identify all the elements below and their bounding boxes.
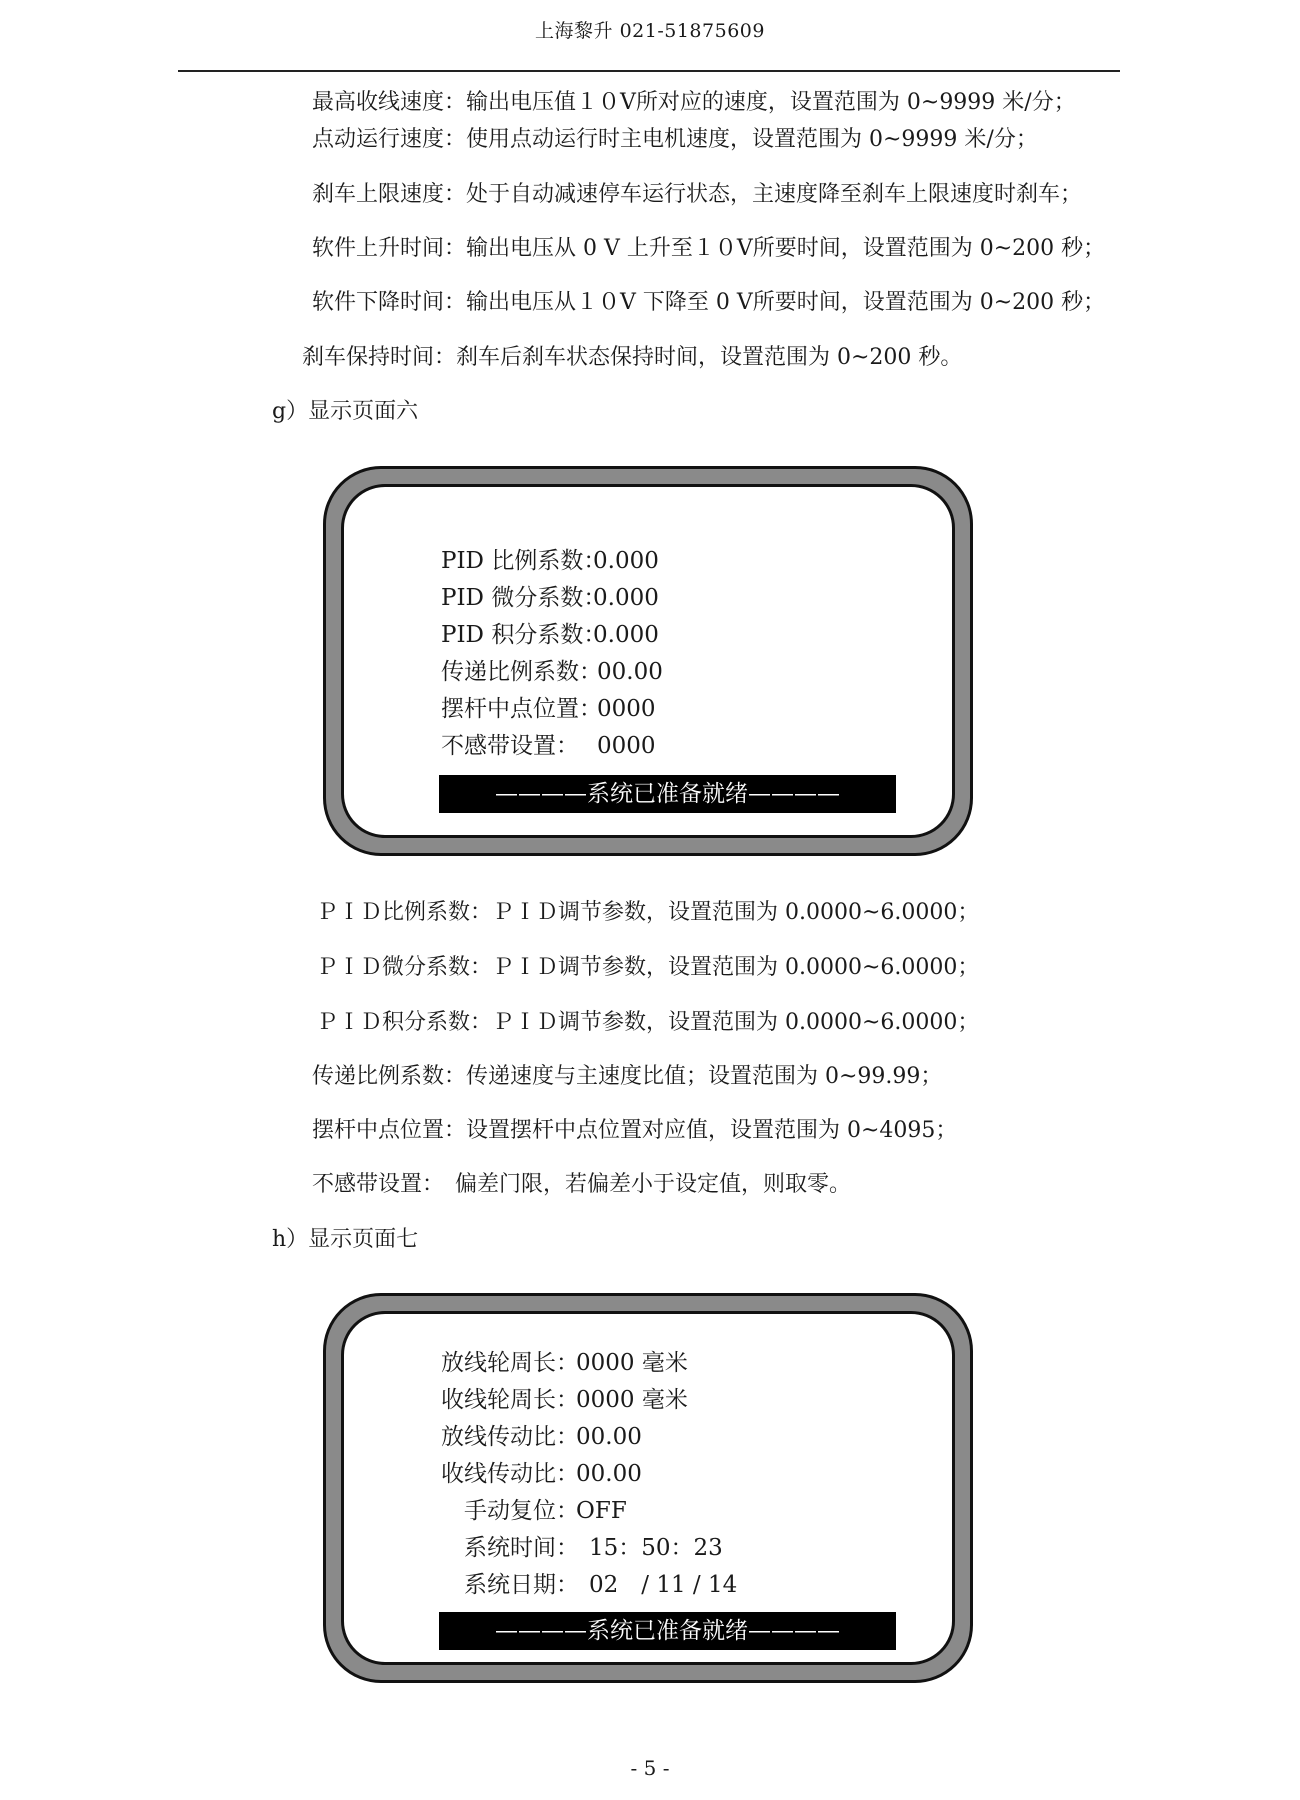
- screen-row-label: PID 微分系数：: [441, 585, 607, 611]
- screen-row-value: 15：50：23: [589, 1535, 723, 1561]
- screen-row-value: 0.000: [593, 622, 659, 648]
- screen-row-label: 收线传动比：: [441, 1461, 579, 1487]
- screen-row-value: 0.000: [593, 585, 659, 611]
- paragraph-max-winding-speed: 最高收线速度：输出电压值１０V所对应的速度，设置范围为 0~9999 米/分；: [312, 90, 1076, 115]
- status-bar: ————系统已准备就绪————: [439, 1612, 896, 1650]
- screen-row-value: 0.000: [593, 548, 659, 574]
- paragraph-brake-hold-time: 刹车保持时间：刹车后刹车状态保持时间，设置范围为 0~200 秒。: [302, 345, 963, 370]
- paragraph-pid-derivative: ＰＩＤ微分系数：ＰＩＤ调节参数，设置范围为 0.0000~6.0000；: [316, 955, 980, 980]
- header-divider: [178, 70, 1120, 72]
- section-heading-page-six: g）显示页面六: [272, 399, 419, 424]
- screen-row-value: 0000 毫米: [576, 1387, 688, 1413]
- screen-row-value: OFF: [576, 1498, 627, 1524]
- paragraph-brake-upper-speed: 刹车上限速度：处于自动减速停车运行状态，主速度降至刹车上限速度时刹车；: [312, 182, 1083, 207]
- status-bar: ————系统已准备就绪————: [439, 775, 896, 813]
- screen-row-value: 0000: [597, 733, 656, 759]
- screen-row-value: 0000: [597, 696, 656, 722]
- page-header: 上海黎升 021-51875609: [535, 20, 765, 42]
- lcd-screen-inner: [341, 1311, 955, 1665]
- screen-row-label: 不感带设置：: [441, 733, 579, 759]
- section-heading-page-seven: h）显示页面七: [272, 1227, 419, 1252]
- lcd-screen-inner: [341, 484, 955, 838]
- paragraph-jog-speed: 点动运行速度：使用点动运行时主电机速度，设置范围为 0~9999 米/分；: [312, 127, 1038, 152]
- lcd-screen-page-seven: [323, 1293, 973, 1683]
- paragraph-transfer-ratio: 传递比例系数：传递速度与主速度比值；设置范围为 0~99.99；: [312, 1064, 943, 1089]
- screen-row-label: PID 比例系数：: [441, 548, 607, 574]
- screen-row-label: 收线轮周长：: [441, 1387, 579, 1413]
- screen-row-label: 放线传动比：: [441, 1424, 579, 1450]
- screen-row-label: 系统日期：: [464, 1572, 579, 1598]
- paragraph-pid-proportional: ＰＩＤ比例系数：ＰＩＤ调节参数，设置范围为 0.0000~6.0000；: [316, 900, 980, 925]
- lcd-screen-page-six: [323, 466, 973, 856]
- paragraph-ramp-down-time: 软件下降时间：输出电压从１０V 下降至 0 V所要时间，设置范围为 0~200 秒；: [312, 290, 1106, 315]
- screen-row-label: 放线轮周长：: [441, 1350, 579, 1376]
- screen-row-label: 手动复位：: [464, 1498, 579, 1524]
- screen-row-value: 00.00: [576, 1424, 642, 1450]
- screen-row-label: 系统时间：: [464, 1535, 579, 1561]
- screen-row-label: 传递比例系数：: [441, 659, 602, 685]
- screen-row-value: 0000 毫米: [576, 1350, 688, 1376]
- page-number: - 5 -: [630, 1756, 670, 1780]
- paragraph-deadband: 不感带设置： 偏差门限，若偏差小于设定值，则取零。: [312, 1172, 852, 1197]
- paragraph-pid-integral: ＰＩＤ积分系数：ＰＩＤ调节参数，设置范围为 0.0000~6.0000；: [316, 1010, 980, 1035]
- paragraph-dancer-center: 摆杆中点位置：设置摆杆中点位置对应值，设置范围为 0~4095；: [312, 1118, 958, 1143]
- screen-row-label: PID 积分系数：: [441, 622, 607, 648]
- screen-row-label: 摆杆中点位置：: [441, 696, 602, 722]
- screen-row-value: 02 / 11 / 14: [589, 1572, 738, 1598]
- paragraph-ramp-up-time: 软件上升时间：输出电压从 0 V 上升至１０V所要时间，设置范围为 0~200 秒；: [312, 236, 1106, 261]
- screen-row-value: 00.00: [576, 1461, 642, 1487]
- screen-row-value: 00.00: [597, 659, 663, 685]
